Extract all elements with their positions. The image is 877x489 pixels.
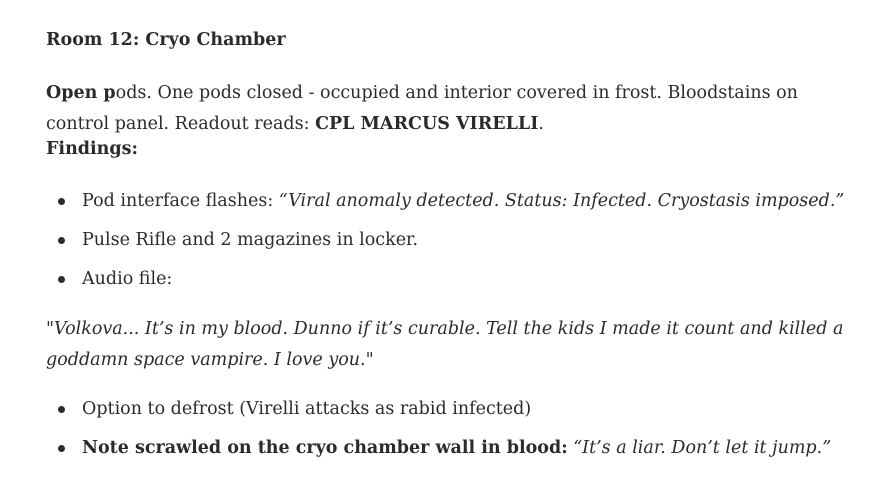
room-title: Room 12: Cryo Chamber (46, 30, 286, 50)
audio-quote (46, 314, 844, 376)
description-text-2: control panel. Readout reads: (46, 114, 316, 134)
description-text-3: . (538, 114, 544, 134)
bullet-icon (58, 237, 65, 244)
list-item (46, 266, 844, 305)
finding-text: Pulse Rifle and 2 magazines in locker. (82, 230, 419, 250)
description-bold-lead: Open p (46, 83, 116, 103)
description-line-1 (46, 78, 836, 109)
finding-text: Audio file: (82, 269, 173, 289)
note-bold-label: Note scrawled on the cryo chamber wall in blood: (82, 438, 568, 458)
readout-name: CPL MARCUS VIRELLI (315, 114, 539, 134)
finding-prefix: Pod interface flashes: (82, 191, 279, 211)
list-item (46, 435, 831, 474)
list-item (46, 396, 831, 435)
finding-italic-quote: “Viral anomaly detected. Status: Infected. Cryostasis imposed.” (278, 191, 845, 211)
note-italic-quote: “It’s a liar. Don’t let it jump.” (567, 438, 832, 458)
finding-text: Option to defrost (Virelli attacks as rabid infected) (82, 399, 532, 419)
audio-quote-line-1: "Volkova... It’s in my blood. Dunno if it’s curable. Tell the kids I made it count and killed a (46, 319, 844, 339)
list-item (46, 227, 844, 266)
audio-quote-line-2: goddamn space vampire. I love you." (46, 350, 374, 370)
findings-label: Findings: (46, 139, 138, 159)
room-description (46, 78, 836, 140)
bullet-icon (58, 445, 65, 452)
bullet-icon (58, 198, 65, 205)
description-line-2 (46, 109, 836, 140)
bullet-icon (58, 406, 65, 413)
bullet-icon (58, 276, 65, 283)
findings-list (46, 188, 844, 305)
more-findings-list (46, 396, 831, 474)
list-item (46, 188, 844, 227)
description-text-1: ods. One pods closed - occupied and interior covered in frost. Bloodstains on (115, 83, 798, 103)
